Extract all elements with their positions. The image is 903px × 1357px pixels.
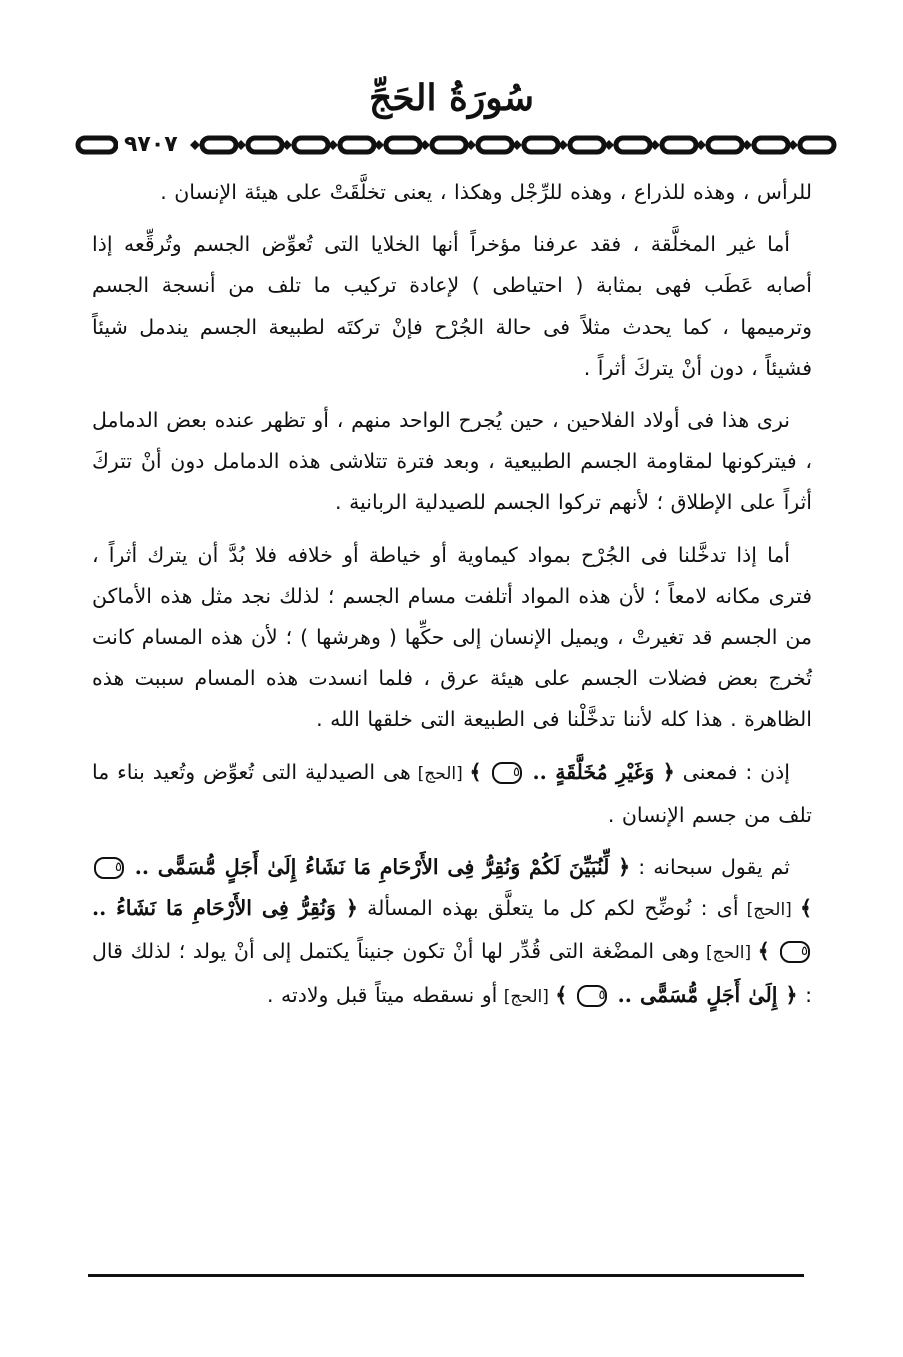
chain-link-oval bbox=[202, 138, 236, 152]
page-number: ٩٧٠٧ bbox=[118, 129, 184, 161]
paragraph-text: وهى المضْغة التى قُدِّر لها أنْ تكون جنيناً يكتمل إلى أنْ يولد ؛ لذلك قال : bbox=[92, 939, 812, 1007]
paragraph bbox=[92, 752, 812, 836]
paragraph-text: أما إذا تدخَّلنا فى الجُرْح بمواد كيماوية أو خياطة أو خلافه فلا بُدَّ أن يترك أثراً ، فترى مكانه لامعاً ؛ لأن هذه المواد أتلفت مسام الجسم ؛ لذلك نجد مثل هذه الأماكن من الجسم قد تغيرتْ ، ويميل الإنسان إلى حكِّها ( وهرشها ) ؛ لأن هذه المسام كانت تُخرج بعض فضلات الجسم على هيئة عرق ، فلما انسدت هذه المسام سببت هذه الظاهرة . هذا كله لأننا تدخَّلْنا فى الطبيعة التى خلقها الله . bbox=[92, 542, 812, 732]
paragraph-text: نرى هذا فى أولاد الفلاحين ، حين يُجرح الواحد منهم ، أو تظهر عنده بعض الدمامل ، فيتركونها لمقاومة الجسم الطبيعية ، وبعد فترة تتلاشى هذه الدمامل دون أنْ تتركَ أثراً على الإطلاق ؛ لأنهم تركوا الجسم للصيدلية الربانية . bbox=[92, 408, 812, 515]
body-text bbox=[92, 172, 812, 1262]
chain-link-oval bbox=[432, 138, 466, 152]
chain-link-oval bbox=[662, 138, 696, 152]
quran-quote: ﴿ وَغَيْرِ مُخَلَّقَةٍ .. bbox=[524, 759, 675, 784]
bottom-rule bbox=[88, 1274, 804, 1277]
quran-quote: ﴿ لِّنُبَيِّنَ لَكُمْ وَنُقِرُّ فِى الأَرْحَامِ مَا نَشَاءُ إِلَىٰ أَجَلٍ مُّسَمًّى .. bbox=[126, 855, 631, 880]
chain-link-oval bbox=[616, 138, 650, 152]
chain-link-oval bbox=[294, 138, 328, 152]
chain-link-oval bbox=[386, 138, 420, 152]
surah-reference: [الحج] bbox=[410, 763, 470, 784]
surah-reference: [الحج] bbox=[497, 986, 556, 1007]
quran-quote: ﴿ وَنُقِرُّ فِى الأَرْحَامِ مَا نَشَاءُ .. bbox=[92, 896, 358, 921]
chain-link-oval bbox=[708, 138, 742, 152]
ayah-number-marker: ٥ bbox=[780, 941, 810, 963]
quran-quote: ﴾ bbox=[555, 982, 576, 1007]
chain-link-oval bbox=[524, 138, 558, 152]
ayah-number-marker: ٥ bbox=[492, 762, 522, 784]
chain-link-oval bbox=[248, 138, 282, 152]
paragraph-text: هى الصيدلية التى تُعوِّض وتُعيد بناء ما تلف من جسم الإنسان . bbox=[92, 759, 812, 827]
chain-link-oval bbox=[570, 138, 604, 152]
quran-quote: ﴾ bbox=[757, 939, 778, 964]
ayah-number-marker: ٥ bbox=[577, 985, 607, 1007]
quran-quote: ﴾ bbox=[469, 759, 491, 784]
paragraph-text: للرأس ، وهذه للذراع ، وهذه للرِّجْل وهكذا ، يعنى تخلَّقَتْ على هيئة الإنسان . bbox=[160, 180, 812, 204]
paragraph bbox=[92, 535, 812, 741]
paragraph-text: أى : نُوضِّح لكم كل ما يتعلَّق بهذه المسألة bbox=[357, 896, 739, 921]
paragraph-text: ثم يقول سبحانه : bbox=[630, 855, 791, 880]
chain-link-oval bbox=[78, 138, 116, 152]
surah-reference: [الحج] bbox=[699, 943, 758, 964]
paragraph bbox=[92, 224, 812, 389]
paragraph-text: أما غير المخلَّقة ، فقد عرفنا مؤخراً أنها الخلايا التى تُعوِّض الجسم وتُرقِّعه إذا أصابه عَطَب فهى بمثابة ( احتياطى ) لإعادة تركيب ما تلف من أنسجة الجسم وترميمها ، كما يحدث مثلاً فى حالة الجُرْح فإنْ تركتَه لطبيعة الجسم يندمل شيئاً فشيئاً ، دون أنْ يتركَ أثراً . bbox=[92, 232, 812, 380]
quran-quote: ﴿ إِلَىٰ أَجَلٍ مُّسَمًّى .. bbox=[609, 982, 798, 1007]
chain-link-oval bbox=[478, 138, 512, 152]
paragraph-text: إذن : فمعنى bbox=[674, 759, 790, 784]
chain-link-oval bbox=[340, 138, 374, 152]
surah-title: سُورَةُ الحَجِّ bbox=[369, 77, 534, 119]
paragraph bbox=[92, 172, 812, 213]
chain-link-oval bbox=[754, 138, 788, 152]
paragraph bbox=[92, 400, 812, 524]
quran-quote: ﴾ bbox=[799, 896, 812, 921]
decorative-chain-border bbox=[75, 128, 845, 162]
surah-reference: [الحج] bbox=[738, 900, 800, 921]
paragraph-text: أو نسقطه ميتاً قبل ولادته . bbox=[266, 982, 498, 1007]
ayah-number-marker: ٥ bbox=[94, 857, 124, 879]
paragraph bbox=[92, 847, 812, 1018]
chain-link-oval bbox=[800, 138, 834, 152]
chain-diamond bbox=[190, 140, 200, 150]
